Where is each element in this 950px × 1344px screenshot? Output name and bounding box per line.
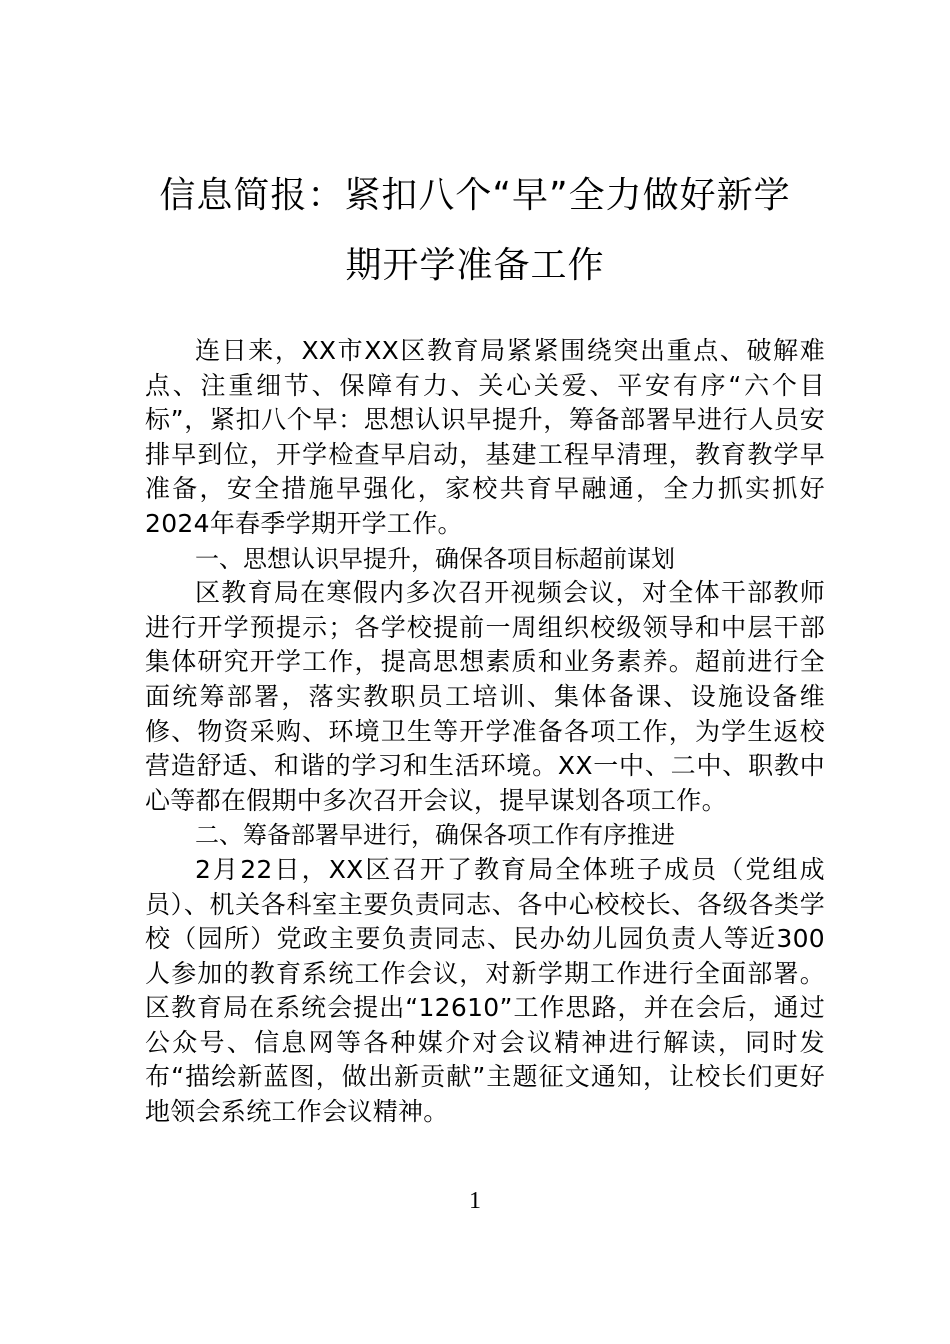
section-heading-2: 二、筹备部署早进行，确保各项工作有序推进 [195,821,675,850]
document-title-line-2: 期开学准备工作 [345,245,605,286]
page-number: 1 [469,1188,481,1214]
document-body [145,334,825,1130]
section-1-paragraph: 区教育局在寒假内多次召开视频会议，对全体干部教师进行开学预提示；各学校提前一周组织校级领导和中层干部集体研究开学工作，提高思想素质和业务素养。超前进行全面统筹部署，落实教职员工培训、集体备课、设施设备维修、物资采购、环境卫生等开学准备各项工作，为学生返校营造舒适、和谐的学习和生活环境。XX一中、二中、职教中心等都在假期中多次召开会议，提早谋划各项工作。 [145,578,825,815]
section-2-paragraph: 2月22日，XX区召开了教育局全体班子成员（党组成员）、机关各科室主要负责同志、各中心校校长、各级各类学校（园所）党政主要负责同志、民办幼儿园负责人等近300人参加的教育系统工作会议，对新学期工作进行全面部署。区教育局在系统会提出“12610”工作思路，并在会后，通过公众号、信息网等各种媒介对会议精神进行解读，同时发布“描绘新蓝图，做出新贡献”主题征文通知，让校长们更好地领会系统工作会议精神。 [145,854,825,1127]
intro-paragraph: 连日来，XX市XX区教育局紧紧围绕突出重点、破解难点、注重细节、保障有力、关心关爱、平安有序“六个目标”，紧扣八个早：思想认识早提升，筹备部署早进行人员安排早到位，开学检查早启动，基建工程早清理，教育教学早准备，安全措施早强化，家校共育早融通，全力抓实抓好2024年春季学期开学工作。 [145,336,825,538]
section-heading-1: 一、思想认识早提升，确保各项目标超前谋划 [195,544,675,573]
document-title-line-1: 信息简报：紧扣八个“早”全力做好新学 [159,175,791,216]
